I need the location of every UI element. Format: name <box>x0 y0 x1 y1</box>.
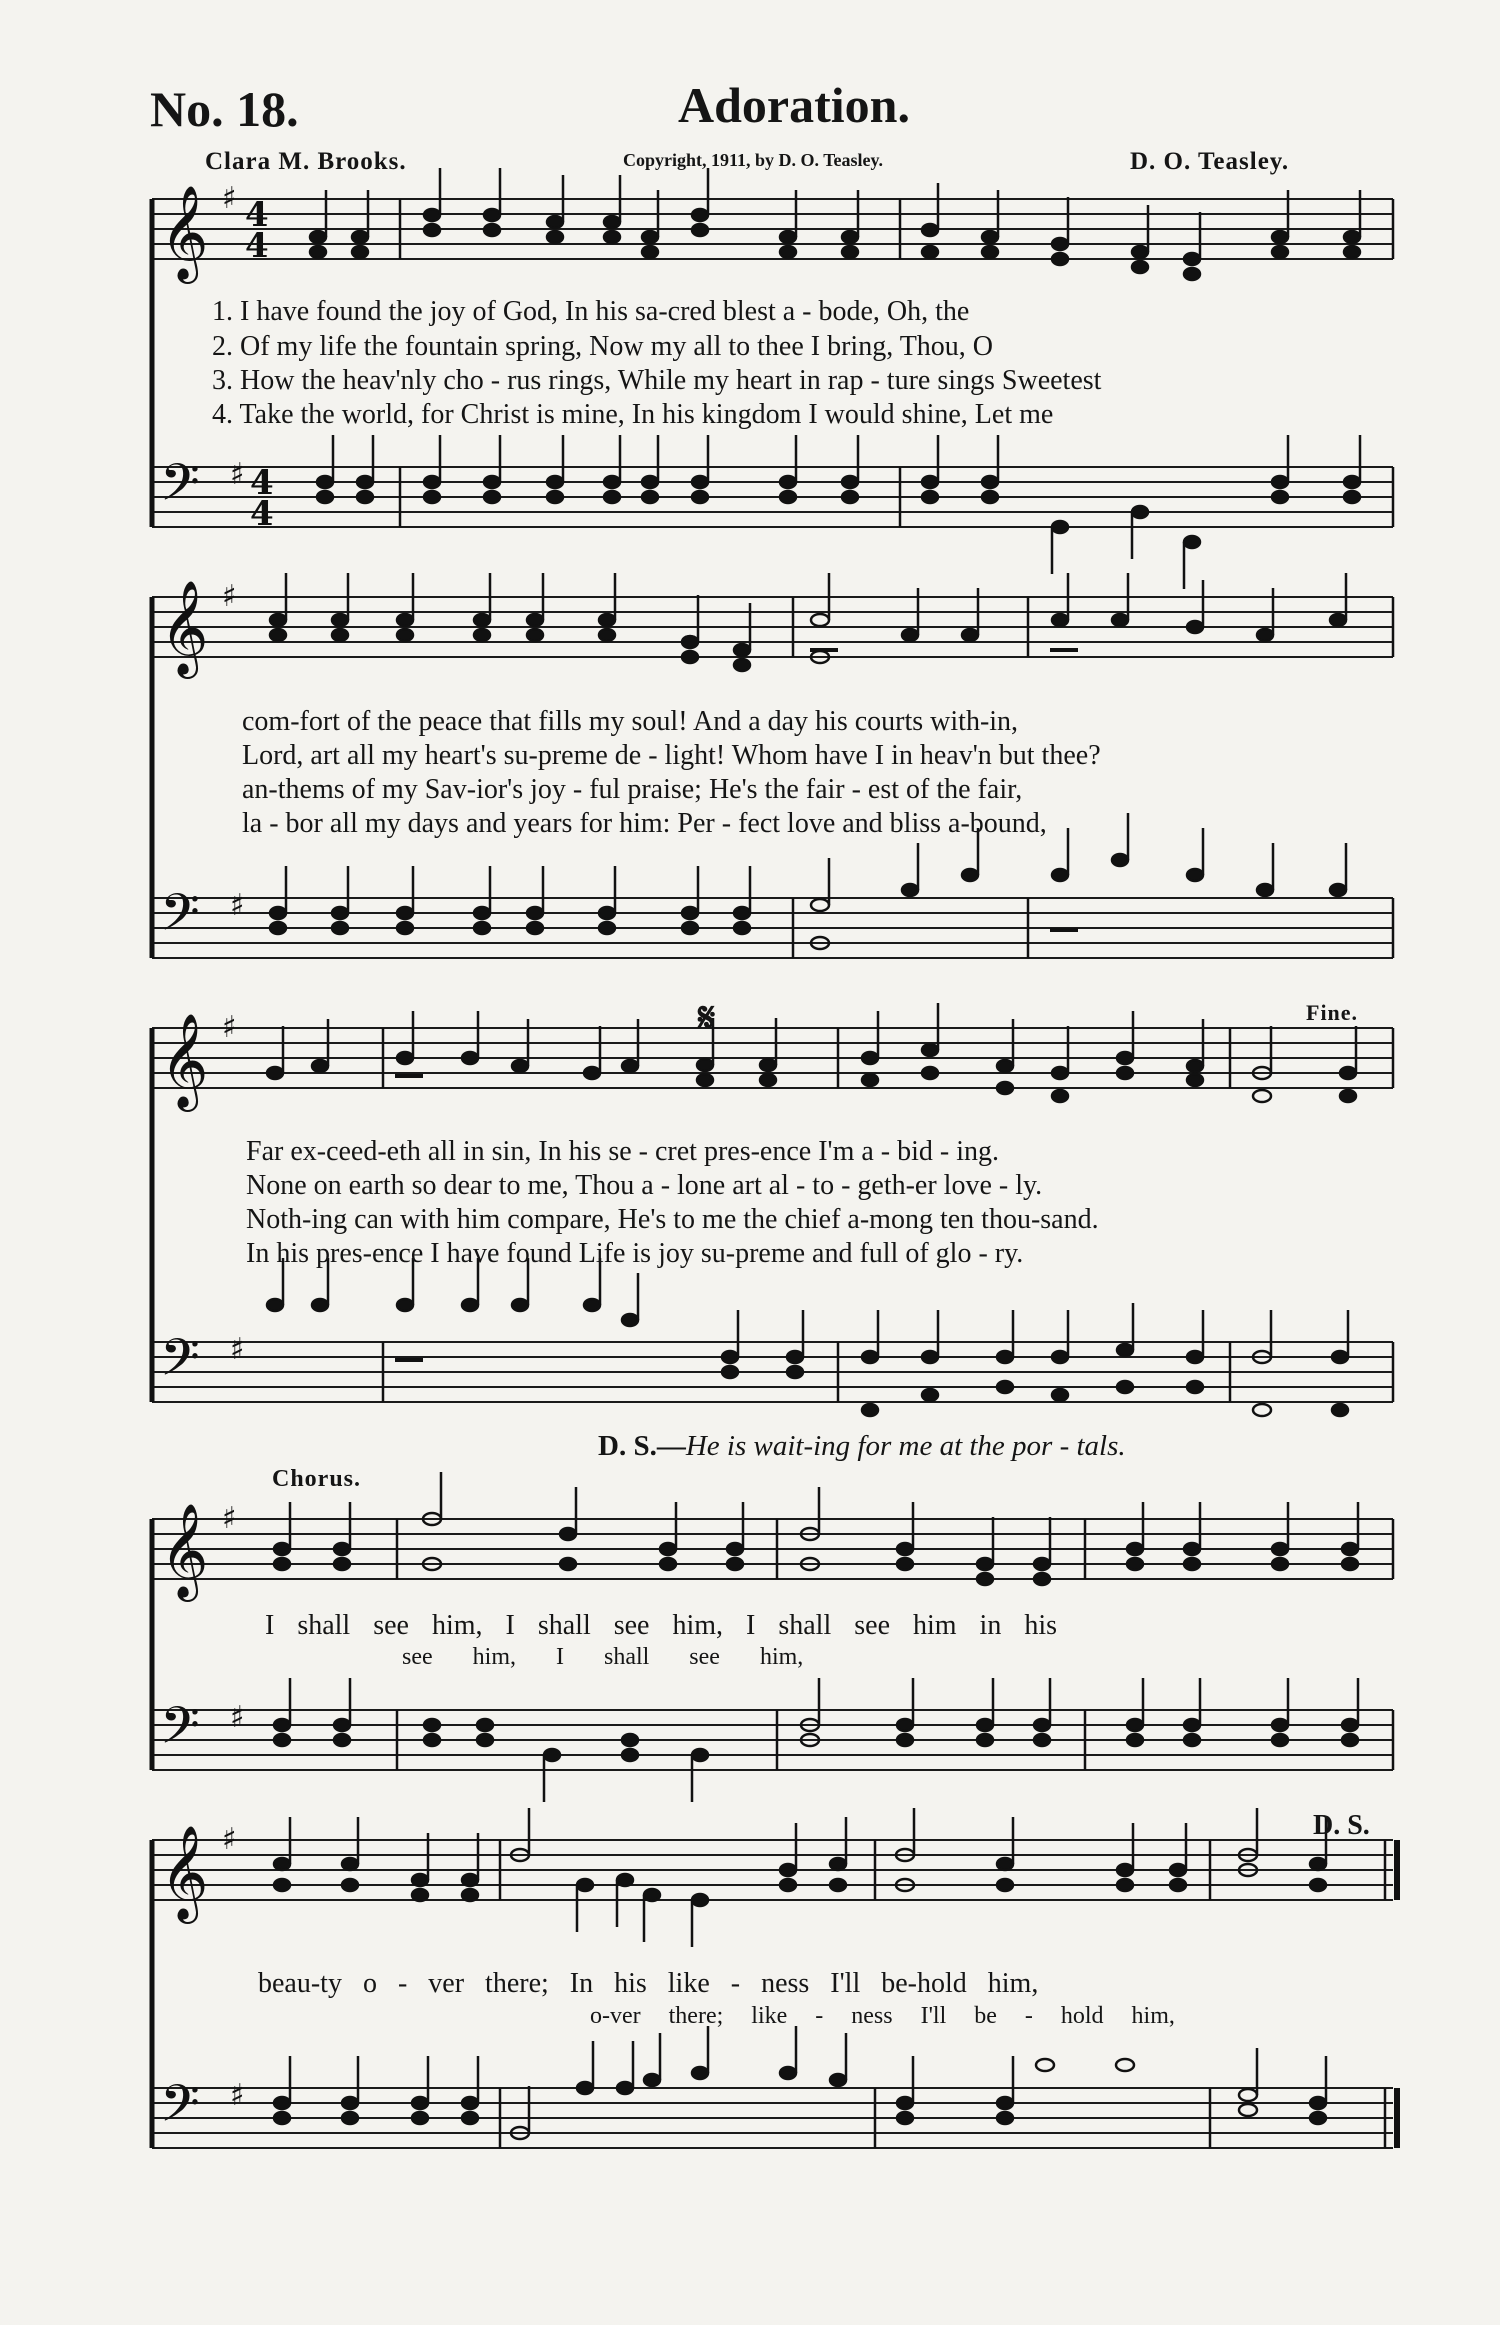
verse-1-line-2: com-fort of the peace that fills my soul! And a day his courts with-in, <box>242 706 1019 737</box>
chorus-line-1: I shall see him, I shall see him, I shall see him in his <box>265 1610 1058 1641</box>
sharp-key-signature <box>222 181 245 2113</box>
ds-marking: D. S. <box>1313 1810 1370 1841</box>
hymn-number: No. 18. <box>150 81 299 137</box>
verse-2-line-1: 2. Of my life the fountain spring, Now my all to thee I bring, Thou, O <box>212 331 994 362</box>
ds-text: He is wait-ing for me at the por - tals. <box>685 1430 1126 1462</box>
system-1-bass-staff <box>152 467 1393 527</box>
svg-text:♯: ♯ <box>230 457 245 492</box>
system-3-bass-staff <box>152 1342 1393 1402</box>
svg-text:𝄞: 𝄞 <box>160 580 209 675</box>
svg-text:♯: ♯ <box>230 2078 245 2113</box>
segno-icon: 𝄋 <box>698 995 716 1041</box>
system-5-treble-staff <box>152 1840 1393 1900</box>
verse-4-line-1: 4. Take the world, for Christ is mine, In his kingdom I would shine, Let me <box>212 399 1054 430</box>
svg-text:𝄢: 𝄢 <box>160 1695 200 1768</box>
ds-instruction <box>598 1430 1126 1463</box>
verse-2-line-3: None on earth so dear to me, Thou a - lone art al - to - geth-er love - ly. <box>246 1170 1043 1201</box>
svg-text:𝄞: 𝄞 <box>160 1013 209 1108</box>
svg-text:4: 4 <box>245 226 269 266</box>
verse-1-line-3: Far ex-ceed-eth all in sin, In his se - cret pres-ence I'm a - bid - ing. <box>246 1136 999 1167</box>
bass-clef-icon: 𝄢 <box>160 452 200 525</box>
fine-marking: Fine. <box>1306 1000 1359 1025</box>
svg-text:𝄞: 𝄞 <box>160 1825 209 1920</box>
chorus-line-2: beau-ty o - ver there; In his like - ness I'll be-hold him, <box>258 1968 1039 1999</box>
verse-4-line-2: la - bor all my days and years for him: Per - fect love and bliss a-bound, <box>242 808 1047 839</box>
svg-text:♯: ♯ <box>230 1332 245 1367</box>
svg-text:4: 4 <box>245 195 269 235</box>
svg-text:𝄢: 𝄢 <box>160 1327 200 1400</box>
copyright-notice: Copyright, 1911, by D. O. Teasley. <box>623 150 884 170</box>
composer-credit: D. O. Teasley. <box>1130 148 1290 175</box>
svg-text:♯: ♯ <box>222 181 237 216</box>
svg-text:4: 4 <box>250 494 274 534</box>
system-5-bass-staff <box>152 2088 1393 2148</box>
chorus-marking: Chorus. <box>272 1466 362 1492</box>
verse-1-line-1: 1. I have found the joy of God, In his sa-cred blest a - bode, Oh, the <box>212 296 970 327</box>
svg-text:♯: ♯ <box>230 1700 245 1735</box>
verse-4-line-3: In his pres-ence I have found Life is joy su-preme and full of glo - ry. <box>246 1238 1024 1269</box>
system-1-treble-staff <box>152 199 1393 259</box>
verse-2-line-2: Lord, art all my heart's su-preme de - light! Whom have I in heav'n but thee? <box>242 740 1101 771</box>
svg-text:♯: ♯ <box>222 1010 237 1045</box>
ds-label: D. S.— <box>598 1430 686 1462</box>
svg-text:♯: ♯ <box>230 888 245 923</box>
svg-text:𝄢: 𝄢 <box>160 2073 200 2146</box>
lyricist-credit: Clara M. Brooks. <box>205 148 407 175</box>
svg-text:♯: ♯ <box>222 579 237 614</box>
verse-3-line-2: an-thems of my Sav-ior's joy - ful praise; He's the fair - est of the fair, <box>242 774 1023 805</box>
treble-clef-icon: 𝄞 <box>160 185 209 280</box>
chorus-line-1-alto: see him, I shall see him, <box>402 1644 804 1670</box>
svg-text:𝄞: 𝄞 <box>160 1503 209 1598</box>
svg-text:♯: ♯ <box>222 1822 237 1857</box>
hymn-title: Adoration. <box>678 77 910 133</box>
chorus-line-2-alto: o-ver there; like - ness I'll be - hold him, <box>590 2003 1175 2029</box>
verse-3-line-1: 3. How the heav'nly cho - rus rings, While my heart in rap - ture sings Sweetest <box>212 365 1102 396</box>
verse-3-line-3: Noth-ing can with him compare, He's to me the chief a-mong ten thou-sand. <box>246 1204 1099 1235</box>
svg-text:4: 4 <box>250 463 274 503</box>
svg-text:𝄢: 𝄢 <box>160 882 200 955</box>
svg-text:♯: ♯ <box>222 1501 237 1536</box>
